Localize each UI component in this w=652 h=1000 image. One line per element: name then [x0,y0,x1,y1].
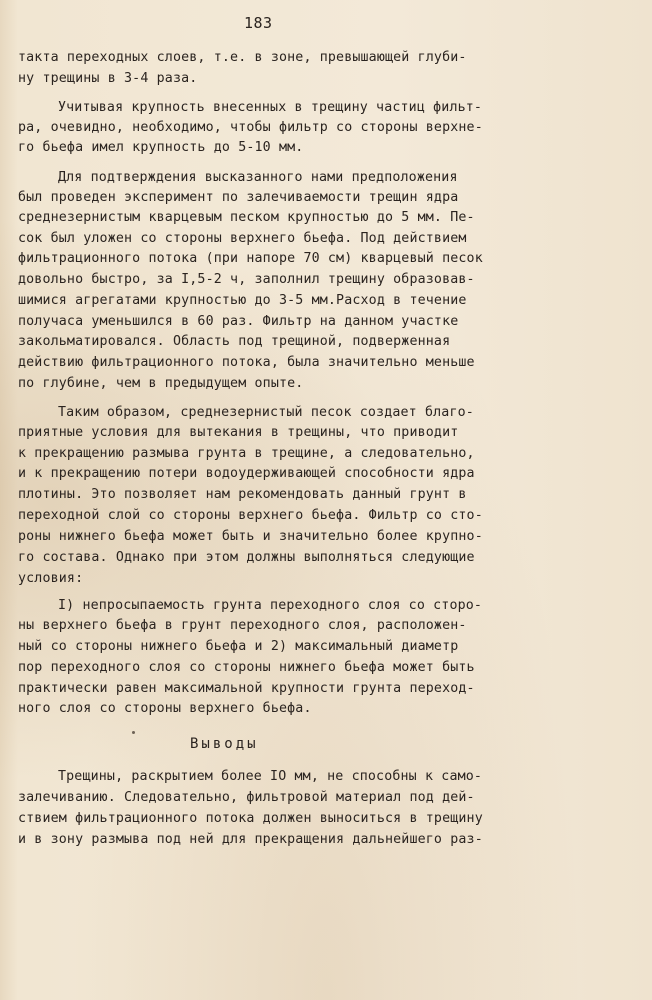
text-line: и в зону размыва под ней для прекращения дальнейшего раз- [18,832,483,847]
text-line: Трещины, раскрытием более IO мм, не способны к само- [58,769,483,784]
text-line: Для подтверждения высказанного нами предположения [58,170,458,185]
text-line: Таким образом, среднезернистый песок создает благо- [58,405,474,420]
text-line: был проведен эксперимент по залечиваемости трещин ядра [18,190,459,205]
text-line: условия: [18,571,84,586]
text-line: среднезернистым кварцевым песком крупностью до 5 мм. Пе- [18,210,475,225]
text-line: ствием фильтрационного потока должен выноситься в трещину [18,811,483,826]
text-line: ны верхнего бьефа в грунт переходного слоя, расположен- [18,618,467,633]
text-line: по глубине, чем в предыдущем опыте. [18,376,304,391]
text-line: ный со стороны нижнего бьефа и 2) максимальный диаметр [18,639,459,654]
text-line: залечиванию. Следовательно, фильтровой материал под дей- [18,790,475,805]
text-line: такта переходных слоев, т.е. в зоне, превышающей глуби- [18,50,467,65]
text-line: плотины. Это позволяет нам рекомендовать данный грунт в [18,487,467,502]
text-line: пор переходного слоя со стороны нижнего бьефа может быть [18,660,475,675]
text-line: к прекращению размыва грунта в трещине, а следовательно, [18,446,475,461]
text-line: действию фильтрационного потока, была значительно меньше [18,355,475,370]
text-line: шимися агрегатами крупностью до 3-5 мм.Расход в течение [18,293,467,308]
text-line: переходной слой со стороны верхнего бьефа. Фильтр со сто- [18,508,483,523]
text-line: и к прекращению потери водоудерживающей способности ядра [18,466,475,481]
text-line: I) непросыпаемость грунта переходного слоя со сторо- [58,598,483,613]
text-line: довольно быстро, за I,5-2 ч, заполнил трещину образовав- [18,272,475,287]
text-line: Учитывая крупность внесенных в трещину частиц фильт- [58,100,483,115]
ink-speck [132,731,135,734]
text-line: го состава. Однако при этом должны выполняться следующие [18,550,475,565]
section-heading: Выводы [190,736,259,752]
text-line: сок был уложен со стороны верхнего бьефа. Под действием [18,231,467,246]
text-line: ра, очевидно, необходимо, чтобы фильтр со стороны верхне- [18,120,483,135]
text-line: закольматировался. Область под трещиной, подверженная [18,334,451,349]
page-number: 183 [244,14,273,32]
text-line: ного слоя со стороны верхнего бьефа. [18,701,312,716]
text-line: ну трещины в 3-4 раза. [18,71,198,86]
text-line: приятные условия для вытекания в трещины, что приводит [18,425,459,440]
text-line: го бьефа имел крупность до 5-10 мм. [18,140,304,155]
text-line: роны нижнего бьефа может быть и значительно более крупно- [18,529,483,544]
text-line: фильтрационного потока (при напоре 70 см) кварцевый песок [18,251,483,266]
text-line: получаса уменьшился в 60 раз. Фильтр на данном участке [18,314,459,329]
text-line: практически равен максимальной крупности грунта переход- [18,681,475,696]
